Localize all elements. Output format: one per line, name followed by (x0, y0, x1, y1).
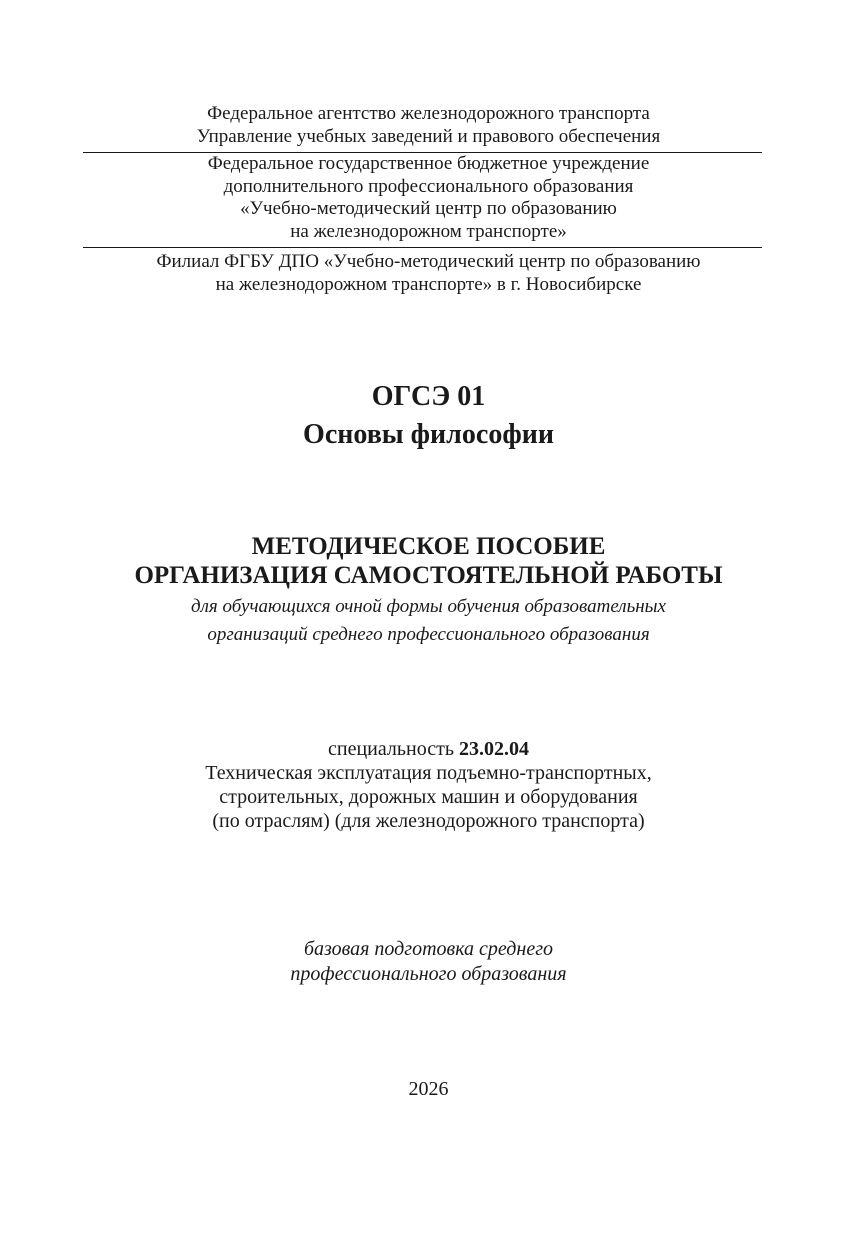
institution-line-1: Федеральное государственное бюджетное учреждение (207, 153, 650, 174)
course-heading (0, 378, 857, 454)
education-level (0, 937, 857, 987)
institution-line-2: дополнительного профессионального образования (223, 175, 634, 197)
publication-year (0, 1077, 857, 1101)
specialty-description-line-1: Техническая эксплуатация подъемно-транспортных, (205, 762, 652, 784)
agency-line-2: Управление учебных заведений и правового обеспечения (196, 126, 661, 147)
course-name: Основы философии (303, 419, 554, 450)
level-line-2: профессионального образования (290, 963, 567, 985)
subtitle-line-1: для обучающихся очной формы обучения образовательных (191, 596, 666, 617)
specialty-code-line (0, 737, 857, 761)
subtitle-line-2: организаций среднего профессионального образования (207, 624, 650, 645)
specialty-block (0, 737, 857, 833)
specialty-description-line-2: строительных, дорожных машин и оборудования (219, 786, 638, 808)
institution-line-4: на железнодорожном транспорте» (290, 220, 567, 242)
specialty-description-line-3: (по отраслям) (для железнодорожного транспорта) (212, 810, 645, 832)
title-line-1: МЕТОДИЧЕСКОЕ ПОСОБИЕ (251, 533, 606, 560)
document-title (0, 532, 857, 590)
year-text: 2026 (408, 1078, 449, 1100)
header-branch (0, 250, 857, 296)
level-line-1: базовая подготовка среднего (303, 938, 554, 960)
header-institution (0, 153, 857, 243)
specialty-label: специальность (328, 738, 459, 760)
title-line-2: ОРГАНИЗАЦИЯ САМОСТОЯТЕЛЬНОЙ РАБОТЫ (134, 562, 723, 589)
branch-line-1: Филиал ФГБУ ДПО «Учебно-методический центр по образованию (156, 251, 701, 272)
specialty-code: 23.02.04 (458, 738, 529, 760)
institution-line-3: «Учебно-методический центр по образованию (240, 198, 617, 219)
agency-line-1: Федеральное агентство железнодорожного транспорта (207, 103, 650, 124)
document-subtitle (0, 593, 857, 649)
divider-rule-bottom (83, 247, 762, 248)
course-code: ОГСЭ 01 (371, 381, 486, 412)
branch-line-2: на железнодорожном транспорте» в г. Новосибирске (215, 274, 642, 295)
header-agency (0, 102, 857, 148)
